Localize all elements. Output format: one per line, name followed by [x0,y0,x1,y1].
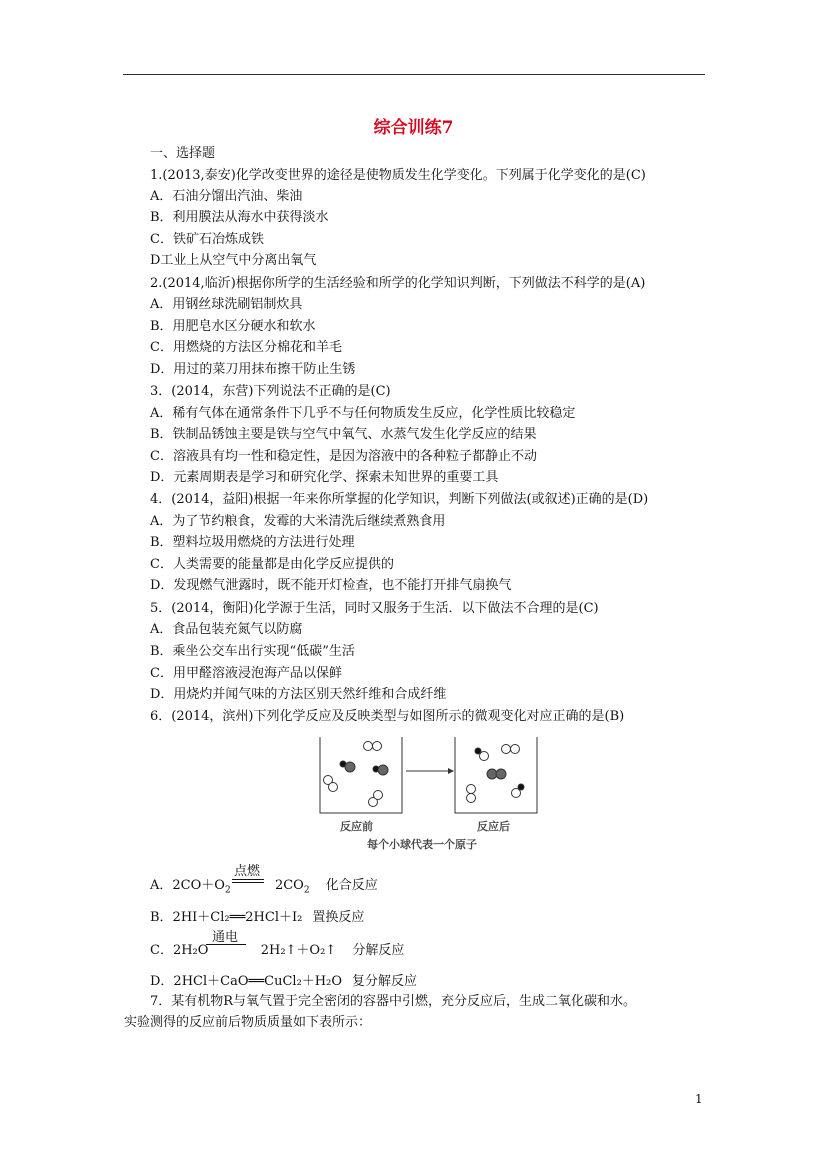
option-line: A．石油分馏出汽油、柴油 [150,189,303,204]
after-label: 反应后 [477,820,510,833]
figure-caption: 每个小球代表一个原子 [367,838,477,851]
reaction-diagram [318,735,538,855]
condition-electrolysis: 通电 [212,930,239,945]
option-line: D．发现燃气泄露时，既不能开灯检查，也不能打开排气扇换气 [150,578,512,593]
question-line: 2.(2014,临沂)根据你所学的生活经验和所学的化学知识判断，下列做法不科学的是(A) [150,276,646,291]
question-line: 5．(2014，衡阳)化学源于生活，同时又服务于生活．以下做法不合理的是(C) [150,601,599,616]
condition-ignite: 点燃 [234,864,261,879]
option-line: D工业上从空气中分离出氧气 [150,253,317,268]
option-line: D．用过的菜刀用抹布擦干防止生锈 [150,362,356,377]
after-molecules [467,745,525,803]
option-d: D．2HCl＋CaO══CuCl₂＋H₂O 复分解反应 [150,974,418,989]
option-line: A．用钢丝球洗刷铝制炊具 [150,297,303,312]
question-line: 6．(2014，滨州)下列化学反应及反映类型与如图所示的微观变化对应正确的是(B) [150,709,625,724]
before-container [320,737,402,813]
question-line: 3．(2014，东营)下列说法不正确的是(C) [150,384,391,399]
option-line: B．塑料垃圾用燃烧的方法进行处理 [150,535,355,550]
option-c: C．2H₂O 2H₂↑＋O₂↑ 分解反应 [150,943,405,958]
option-line: A．稀有气体在通常条件下几乎不与任何物质发生反应，化学性质比较稳定 [150,406,576,421]
option-line: B．乘坐公交车出行实现“低碳”生活 [150,644,355,659]
section-heading: 一、选择题 [150,146,216,161]
option-line: B．铁制品锈蚀主要是铁与空气中氧气、水蒸气发生化学反应的结果 [150,427,537,442]
option-line: D．用烧灼并闻气味的方法区别天然纤维和合成纤维 [150,687,447,702]
option-line: C．铁矿石冶炼成铁 [150,232,264,247]
option-line: C．人类需要的能量都是由化学反应提供的 [150,557,394,572]
page-number: 1 [695,1092,703,1106]
option-line: B．利用膜法从海水中获得淡水 [150,210,329,225]
option-line: A．为了节约粮食，发霉的大米清洗后继续煮熟食用 [150,514,446,529]
option-line: C．用甲醛溶液浸泡海产品以保鲜 [150,666,342,681]
option-b: B．2HI＋Cl₂══2HCl＋I₂ 置换反应 [150,910,365,925]
question-7: 7．某有机物R与氧气置于完全密闭的容器中引燃，充分反应后，生成二氧化碳和水。 [150,994,637,1009]
question-7-cont: 实验测得的反应前后物质质量如下表所示： [124,1015,372,1030]
option-line: C．用燃烧的方法区分棉花和羊毛 [150,340,342,355]
option-line: C．溶液具有均一性和稳定性，是因为溶液中的各种粒子都静止不动 [150,449,537,464]
option-line: D．元素周期表是学习和研究化学、探索未知世界的重要工具 [150,470,499,485]
page-title: 综合训练7 [373,118,454,138]
question-line: 1.(2013,泰安)化学改变世界的途径是使物质发生化学变化。下列属于化学变化的是(C) [150,168,646,183]
question-line: 4．(2014，益阳)根据一年来你所掌握的化学知识，判断下列做法(或叙述)正确的是(D) [150,492,649,507]
option-line: A．食品包装充氮气以防腐 [150,622,303,637]
before-label: 反应前 [340,820,373,833]
before-molecules [324,742,389,807]
option-line: B．用肥皂水区分硬水和软水 [150,319,316,334]
header-rule [123,74,705,75]
option-a: A．$2CO+O_2$ $2CO_2$ 化合反应 [150,878,378,896]
